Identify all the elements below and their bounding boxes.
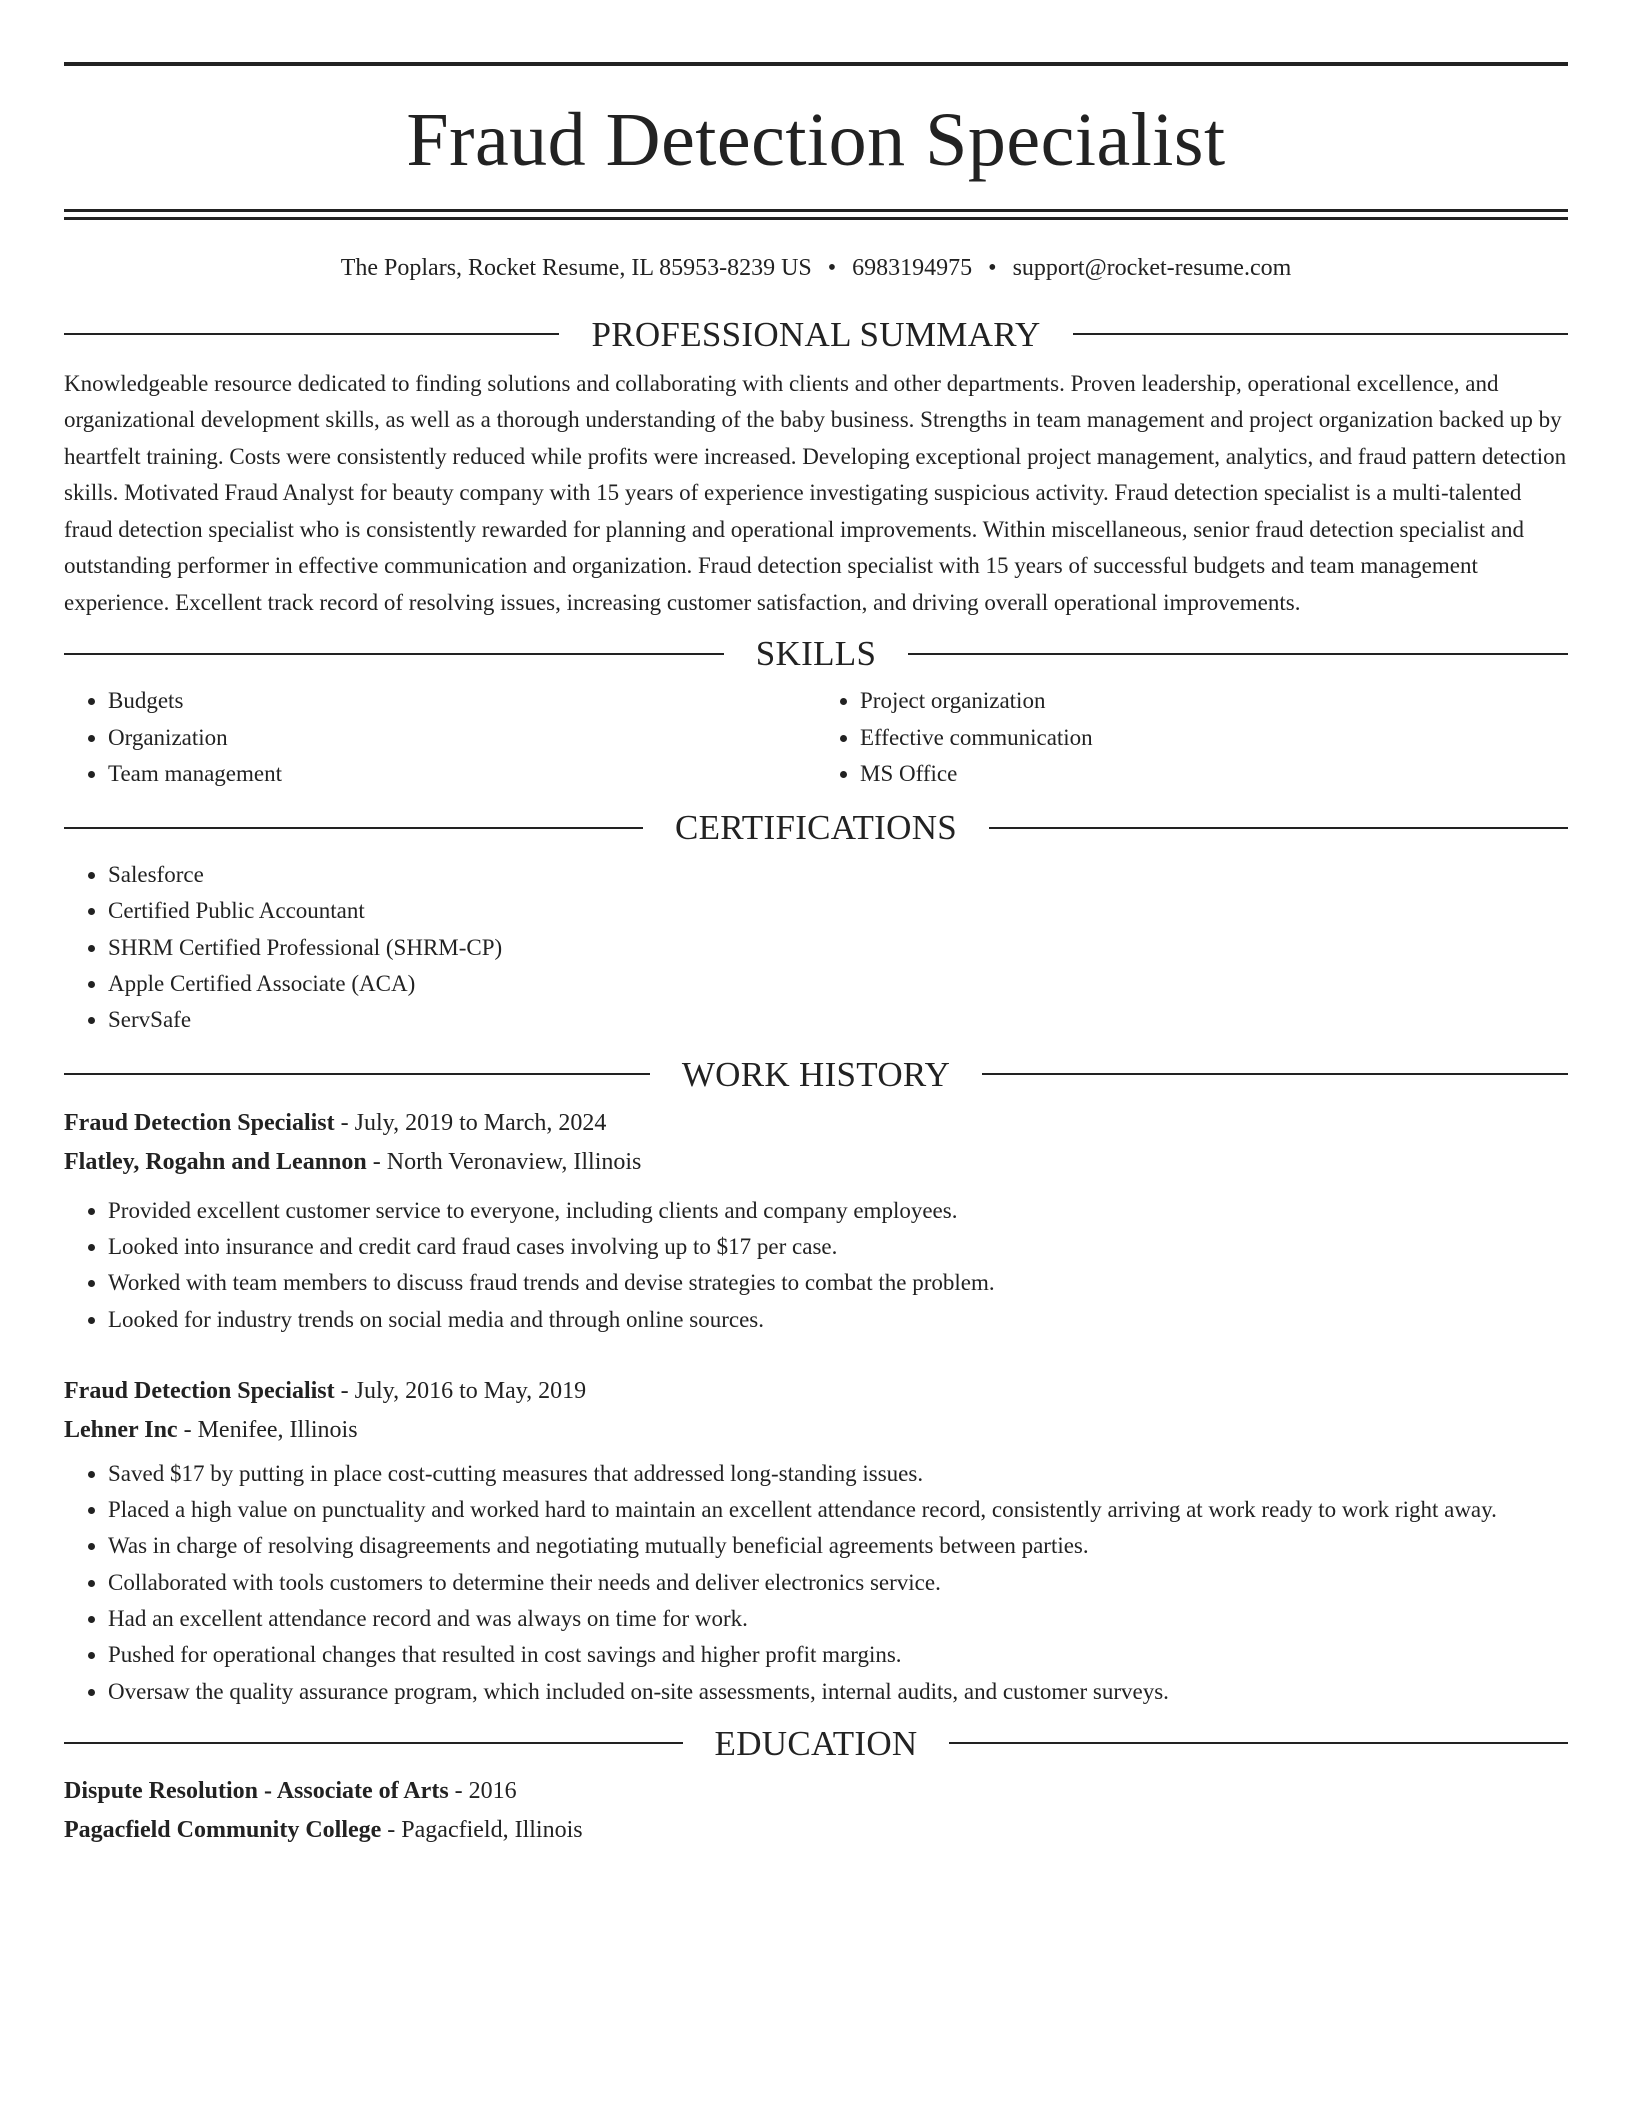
section-rule [949, 1742, 1568, 1744]
skill-item: • Effective communication [860, 720, 1568, 756]
job-bullet: • Pushed for operational changes that resulted in cost savings and higher profit margins. [108, 1637, 1568, 1673]
job-bullets [64, 1456, 1568, 1710]
job-location: - Menifee, Illinois [177, 1416, 358, 1443]
certification-item: • ServSafe [108, 1002, 1568, 1038]
contact-separator: • [827, 255, 837, 281]
job-bullet: • Was in charge of resolving disagreements and negotiating mutually beneficial agreements between parties. [108, 1528, 1568, 1564]
contact-line [64, 254, 1568, 283]
contact-separator: • [988, 255, 997, 281]
education-school-line [64, 1811, 1568, 1850]
job-bullet: • Oversaw the quality assurance program, which included on-site assessments, internal audits, and customer surveys. [108, 1674, 1568, 1710]
certification-item: • SHRM Certified Professional (SHRM-CP) [108, 930, 1568, 966]
job-bullet: • Looked into insurance and credit card fraud cases involving up to $17 per case. [108, 1229, 1568, 1265]
contact-phone: 6983194975 [852, 255, 973, 281]
job-company: Flatley, Rogahn and Leannon [64, 1148, 367, 1175]
education-year: - 2016 [448, 1777, 517, 1804]
skills-heading: SKILLS [755, 634, 877, 674]
job-dates: - July, 2016 to May, 2019 [334, 1377, 587, 1404]
job-company-line [64, 1143, 1568, 1182]
job-bullet: • Saved $17 by putting in place cost-cutting measures that addressed long-standing issues. [108, 1456, 1568, 1492]
education-heading: EDUCATION [714, 1723, 918, 1763]
certifications-section-header [64, 808, 1568, 848]
job-bullets [64, 1193, 1568, 1338]
job-title: Fraud Detection Specialist [64, 1109, 335, 1136]
certification-item: • Apple Certified Associate (ACA) [108, 966, 1568, 1002]
candidate-name: Fraud Detection Specialist [406, 98, 1226, 182]
education-section-header [64, 1723, 1568, 1763]
certifications-heading: CERTIFICATIONS [674, 808, 958, 848]
job-title: Fraud Detection Specialist [64, 1377, 335, 1404]
job-bullet: • Provided excellent customer service to everyone, including clients and company employees. [108, 1193, 1568, 1229]
job-company-line [64, 1411, 1568, 1450]
summary-section-header [64, 314, 1568, 354]
job-location: - North Veronaview, Illinois [366, 1148, 642, 1175]
section-rule [64, 1742, 683, 1744]
job-entry [64, 1372, 1568, 1710]
section-rule [989, 827, 1568, 829]
education-degree: Dispute Resolution - Associate of Arts [64, 1777, 449, 1804]
job-title-line [64, 1104, 1568, 1143]
education-degree-line [64, 1772, 1568, 1811]
job-entry [64, 1104, 1568, 1338]
section-rule [1073, 333, 1568, 335]
skill-item: • Budgets [108, 683, 816, 719]
job-bullet: • Placed a high value on punctuality and worked hard to maintain an excellent attendance record, consistently arriving at work ready to work right away. [108, 1492, 1568, 1528]
education-entry [64, 1772, 1568, 1850]
skill-item: • MS Office [860, 756, 1568, 792]
certifications-list [64, 857, 1568, 1038]
job-bullet: • Had an excellent attendance record and was always on time for work. [108, 1601, 1568, 1637]
contact-address: The Poplars, Rocket Resume, IL 85953-8239 US [340, 255, 812, 281]
skills-list-left [64, 683, 816, 792]
job-company: Lehner Inc [64, 1416, 178, 1443]
certification-item: • Certified Public Accountant [108, 893, 1568, 929]
education-location: - Pagacfield, Illinois [381, 1816, 583, 1843]
work-heading: WORK HISTORY [681, 1054, 951, 1094]
job-bullet: • Worked with team members to discuss fraud trends and devise strategies to combat the problem. [108, 1265, 1568, 1301]
section-rule [64, 333, 559, 335]
job-dates: - July, 2019 to March, 2024 [334, 1109, 607, 1136]
education-school: Pagacfield Community College [64, 1816, 382, 1843]
skill-item: • Project organization [860, 683, 1568, 719]
header-double-rule [64, 209, 1568, 220]
header-top-rule [64, 62, 1568, 66]
job-title-line [64, 1372, 1568, 1411]
summary-text: Knowledgeable resource dedicated to finding solutions and collaborating with clients and other departments. Proven leadership, operational excellence, and organizational development skills, as well as a thorough understanding of the baby business. Strengths in team management and project organization backed up by heartfelt training. Costs were consistently reduced while profits were increased. Developing exceptional project management, analytics, and fraud pattern detection skills. Motivated Fraud Analyst for beauty company with 15 years of experience investigating suspicious activity. Fraud detection specialist is a multi-talented fraud detection specialist who is consistently rewarded for planning and operational improvements. Within miscellaneous, senior fraud detection specialist and outstanding performer in effective communication and organization. Fraud detection specialist with 15 years of successful budgets and team management experience. Excellent track record of resolving issues, increasing customer satisfaction, and driving overall operational improvements. [64, 370, 1567, 615]
skills-list-right [816, 683, 1568, 792]
certification-item: • Salesforce [108, 857, 1568, 893]
job-bullet: • Collaborated with tools customers to determine their needs and deliver electronics service. [108, 1565, 1568, 1601]
section-rule [64, 653, 724, 655]
contact-email: support@rocket-resume.com [1012, 255, 1292, 281]
job-bullet: • Looked for industry trends on social media and through online sources. [108, 1302, 1568, 1338]
skill-item: • Organization [108, 720, 816, 756]
skills-grid [64, 683, 1568, 792]
section-rule [908, 653, 1568, 655]
section-rule [64, 827, 643, 829]
section-rule [64, 1073, 650, 1075]
section-rule [982, 1073, 1568, 1075]
skill-item: • Team management [108, 756, 816, 792]
work-section-header [64, 1054, 1568, 1094]
summary-heading: PROFESSIONAL SUMMARY [591, 314, 1041, 354]
skills-section-header [64, 634, 1568, 674]
